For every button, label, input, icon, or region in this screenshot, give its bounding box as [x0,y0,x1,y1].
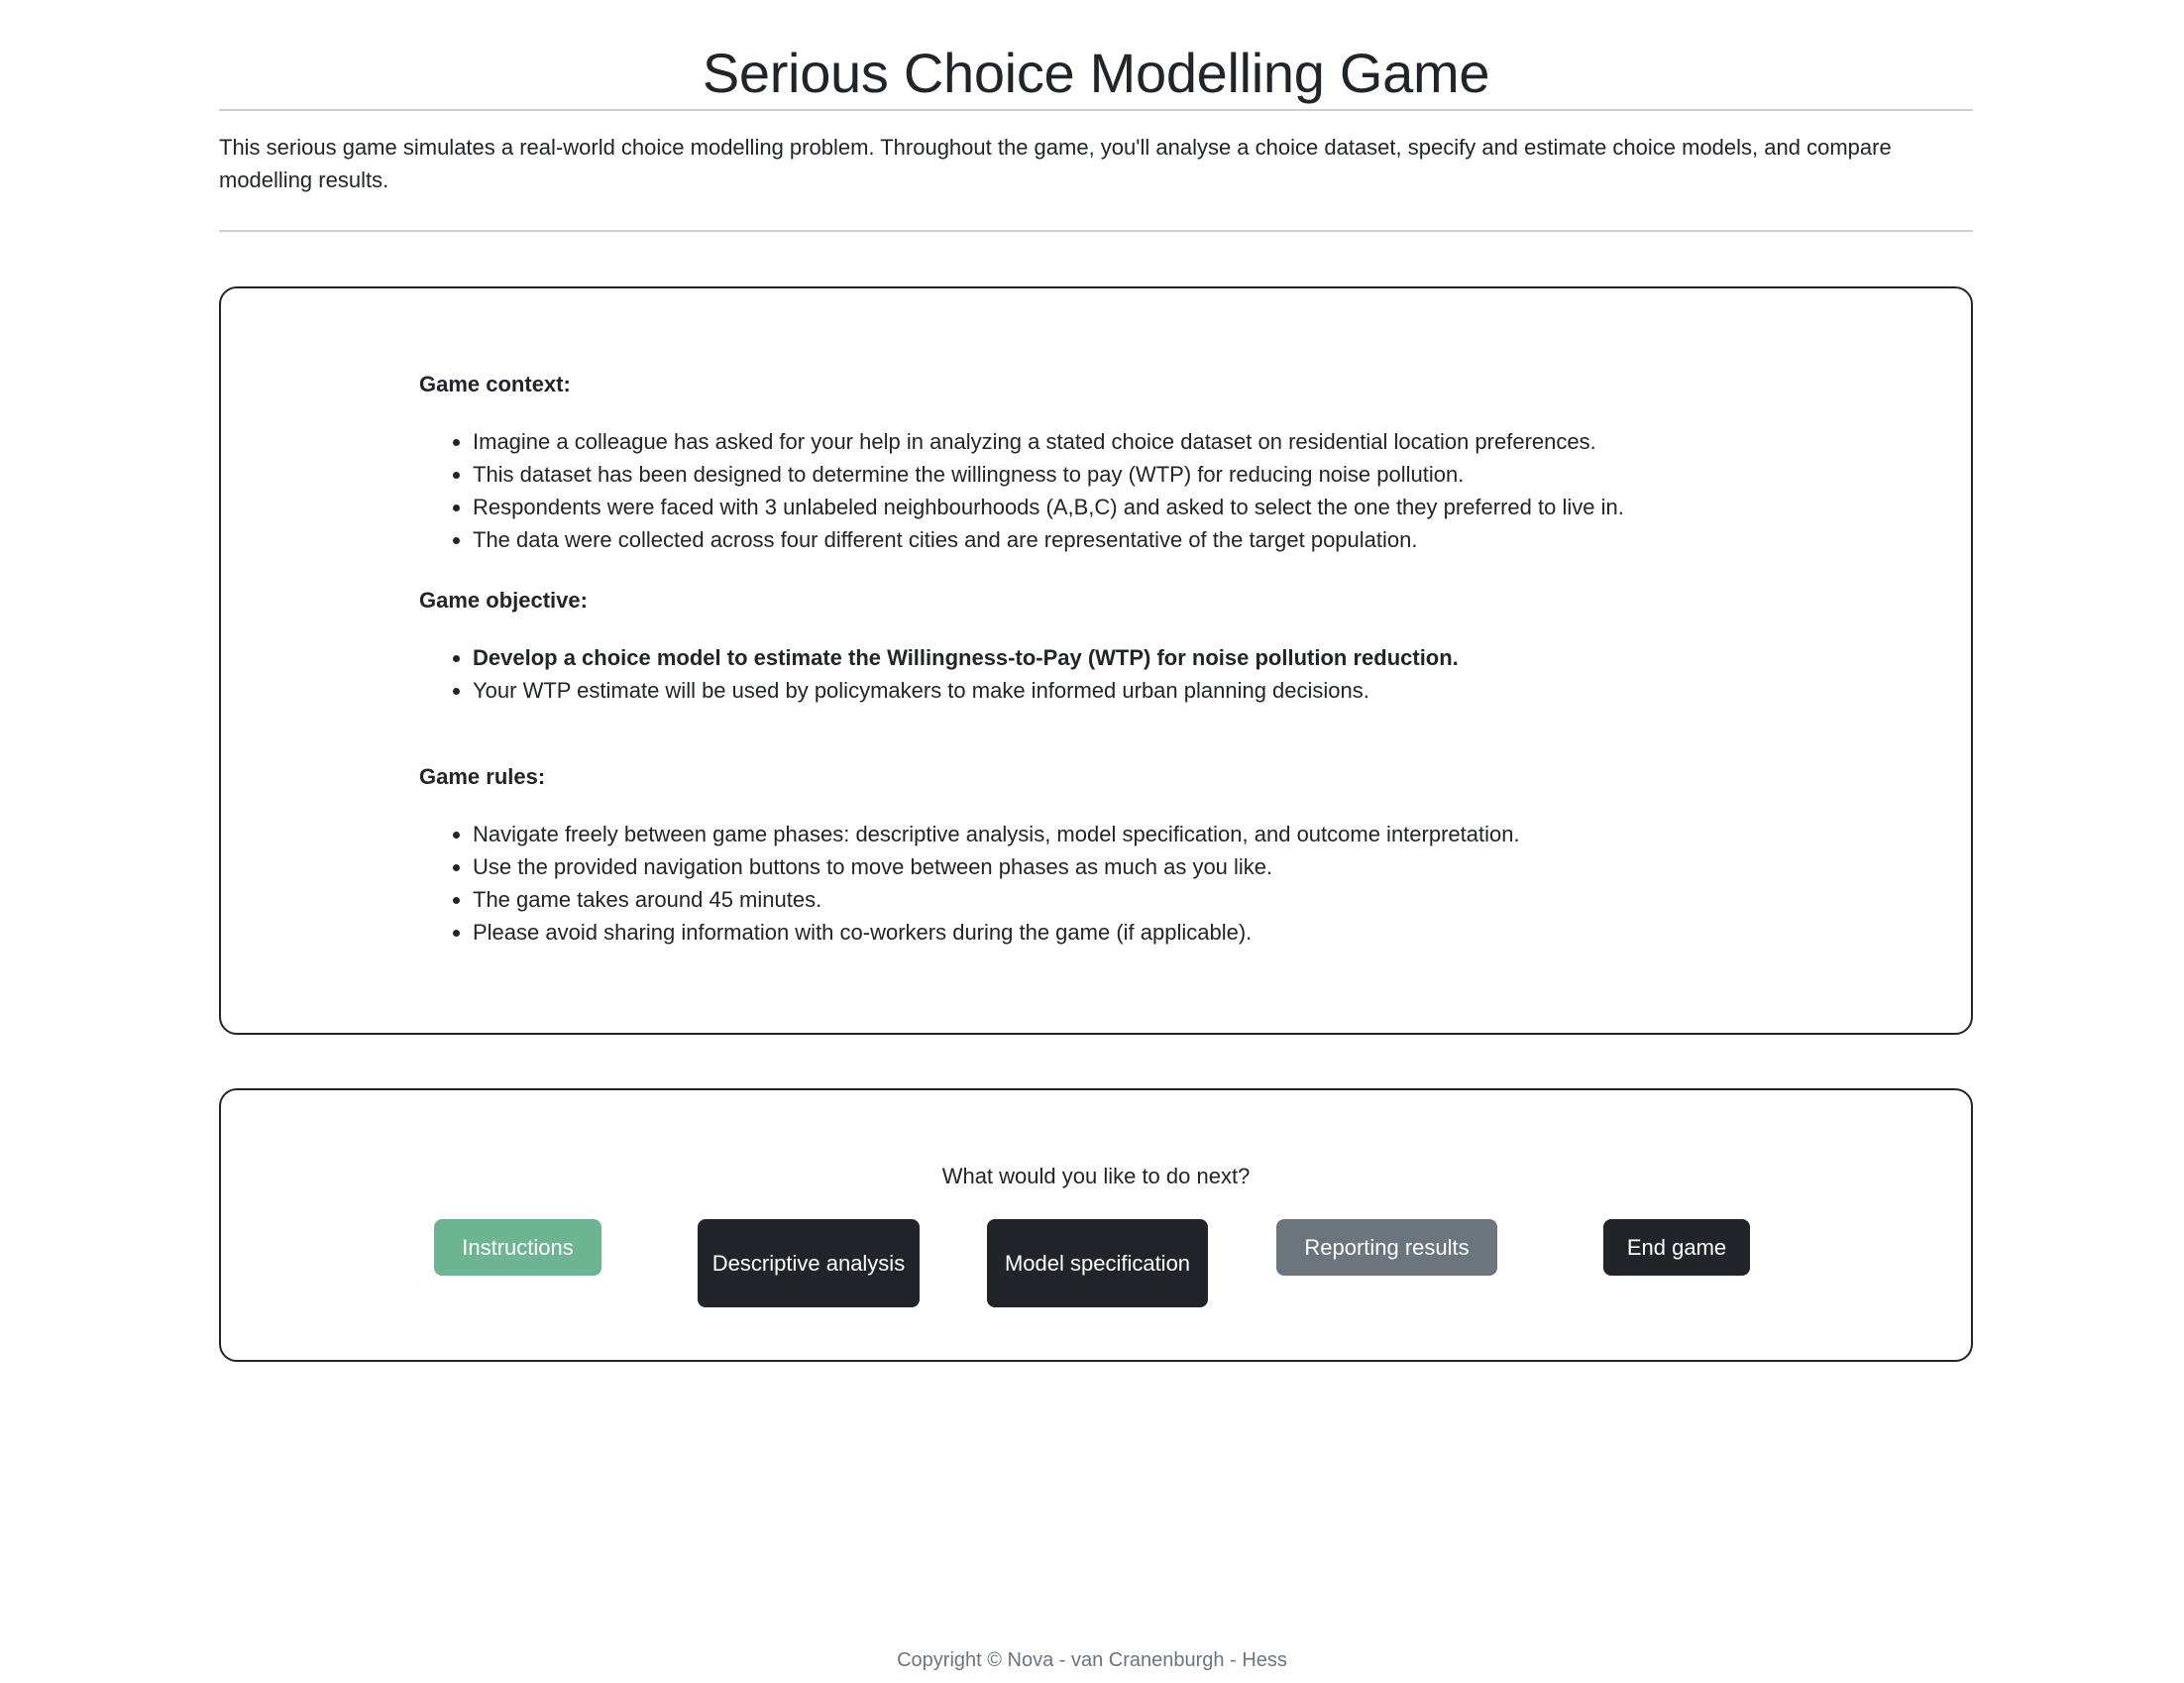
list-item: • Please avoid sharing information with co-workers during the game (if applicable). [473,916,1971,949]
list-item: • Navigate freely between game phases: descriptive analysis, model specification, and outcome interpretation. [473,818,1971,850]
reporting-results-button[interactable]: Reporting results [1276,1219,1497,1276]
list-item: • Develop a choice model to estimate the Willingness-to-Pay (WTP) for noise pollution reduction. [473,641,1971,674]
main-container [219,0,1973,1362]
instructions-button[interactable]: Instructions [434,1219,601,1276]
game-objective-list [419,641,1971,707]
list-item: • Respondents were faced with 3 unlabeled neighbourhoods (A,B,C) and asked to select the one they preferred to live in. [473,491,1971,523]
list-item: • Imagine a colleague has asked for your help in analyzing a stated choice dataset on residential location preferences. [473,425,1971,458]
list-item: • The data were collected across four different cities and are representative of the target population. [473,523,1971,556]
navigation-prompt: What would you like to do next? [941,1164,1251,1188]
intro-text: This serious game simulates a real-world choice modelling problem. Throughout the game, you'll analyse a choice dataset, specify and estimate choice models, and compare modelling results. [219,135,1892,192]
game-context-list [419,425,1971,556]
page-title: Serious Choice Modelling Game [702,42,1490,104]
game-objective-heading: Game objective: [419,588,588,613]
list-item: • Use the provided navigation buttons to move between phases as much as you like. [473,850,1971,883]
game-rules-list [419,818,1971,949]
descriptive-analysis-button[interactable]: Descriptive analysis [698,1219,920,1307]
footer-copyright: Copyright © Nova - van Cranenburgh - Hess [897,1649,1287,1671]
intro-section [219,111,1973,230]
game-context-heading: Game context: [419,372,571,396]
list-item: • Your WTP estimate will be used by policymakers to make informed urban planning decisions. [473,674,1971,707]
model-specification-button[interactable]: Model specification [987,1219,1208,1307]
game-rules-heading: Game rules: [419,764,546,789]
list-item: • This dataset has been designed to determine the willingness to pay (WTP) for reducing noise pollution. [473,458,1971,491]
info-card [219,286,1973,1035]
end-game-button[interactable]: End game [1603,1219,1750,1276]
navigation-card [219,1088,1973,1362]
list-item: • The game takes around 45 minutes. [473,883,1971,916]
intro-divider [219,230,1973,232]
